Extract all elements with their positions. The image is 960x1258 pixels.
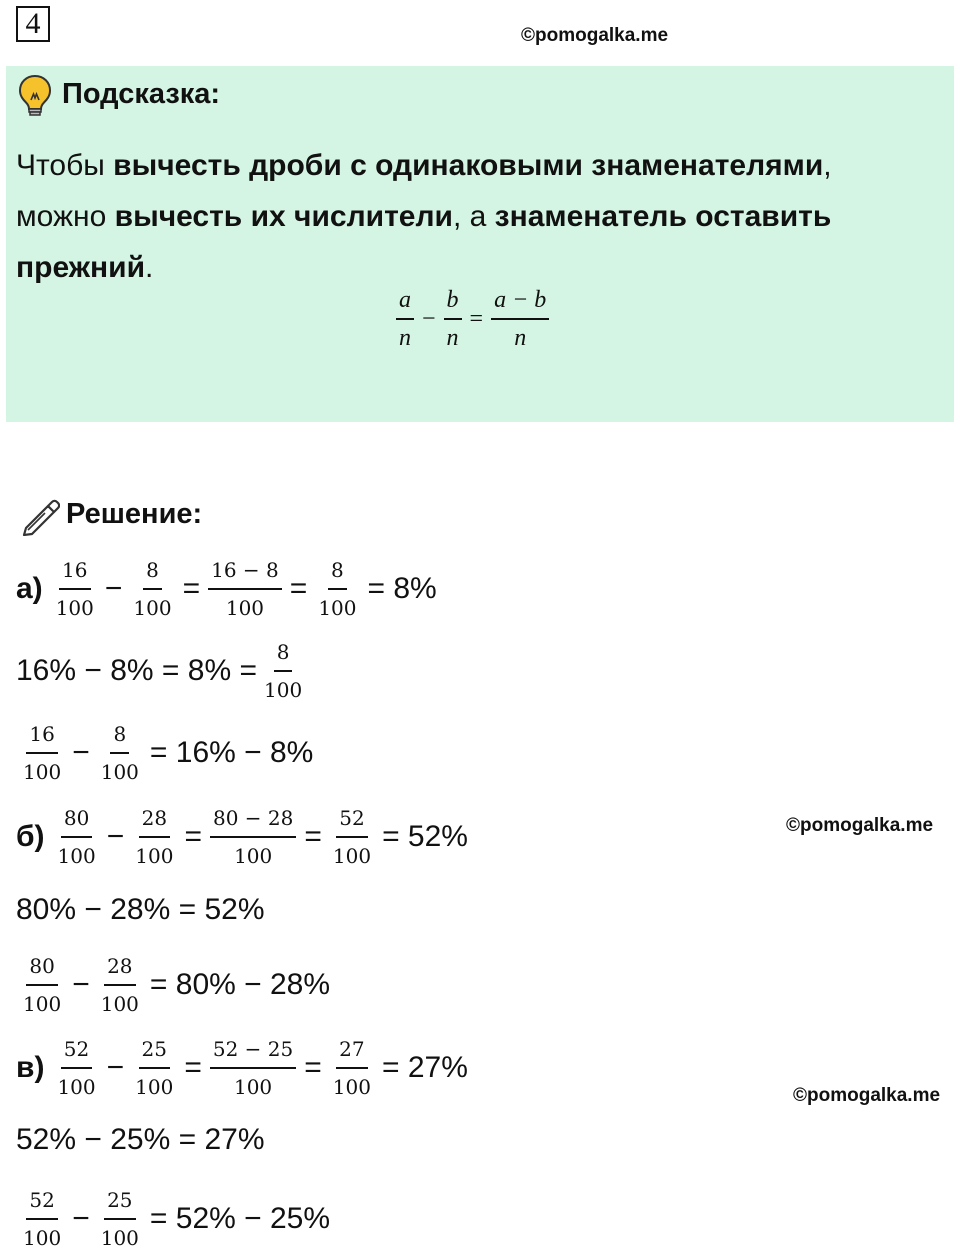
solution-c-line-1: в) $\frac{52}{100}$ − $\frac{25}{100}$ = $\frac{52 - 25}{100}$ = $\frac{27}{100}$ = 27% [16,1037,468,1099]
solution-c-line-2: 52% − 25% = 27% [16,1123,265,1156]
fraction: $\frac{52}{100}$ [57,1037,96,1099]
fraction: $\frac{52}{100}$ [23,1188,62,1250]
fraction: $\frac{16}{100}$ [23,722,62,784]
fraction: $\frac{8}{100}$ [318,558,357,620]
fraction: $\frac{28}{100}$ [100,954,139,1016]
part-c-label: в) [16,1051,45,1084]
fraction: $\frac{25}{100}$ [100,1188,139,1250]
fraction: $\frac{27}{100}$ [332,1037,371,1099]
pencil-icon [18,494,60,541]
solution-title: Решение: [66,498,203,530]
solution-a-line-2: 16% − 8% = 8% = $\frac{8}{100}$ [16,640,309,702]
fraction: $\frac{16}{100}$ [55,558,94,620]
watermark-bottom: ©pomogalka.me [793,1085,941,1106]
fraction: $\frac{8}{100}$ [264,640,303,702]
part-a-label: а) [16,572,43,605]
fraction: $\frac{52 - 25}{100}$ [210,1037,296,1099]
watermark-middle: ©pomogalka.me [786,815,934,836]
solution-b-line-3: $\frac{80}{100}$ − $\frac{28}{100}$ = 80% − 28% [16,954,334,1016]
formula-fraction-b: $\frac{b}{n}$ [444,288,462,350]
solution-a-line-3: $\frac{16}{100}$ − $\frac{8}{100}$ = 16% − 8% [16,722,317,784]
hint-formula: $\frac{a}{n}$ − $\frac{b}{n}$ = $\frac{a - b}{n}$ [392,288,553,350]
task-number: 4 [16,6,50,42]
fraction: $\frac{16 - 8}{100}$ [208,558,282,620]
fraction: $\frac{80 - 28}{100}$ [210,806,296,868]
fraction: $\frac{8}{100}$ [100,722,139,784]
fraction: $\frac{8}{100}$ [133,558,172,620]
fraction: $\frac{25}{100}$ [135,1037,174,1099]
fraction: $\frac{80}{100}$ [57,806,96,868]
solution-a-line-1: а) $\frac{16}{100}$ − $\frac{8}{100}$ = $\frac{16 - 8}{100}$ = $\frac{8}{100}$ = 8% [16,558,437,620]
part-b-label: б) [16,820,45,853]
watermark-top: ©pomogalka.me [521,25,669,46]
formula-fraction-a: $\frac{a}{n}$ [396,288,414,350]
lightbulb-icon [18,74,52,123]
solution-b-line-1: б) $\frac{80}{100}$ − $\frac{28}{100}$ = $\frac{80 - 28}{100}$ = $\frac{52}{100}$ = 52% [16,806,468,868]
fraction: $\frac{80}{100}$ [23,954,62,1016]
fraction: $\frac{28}{100}$ [135,806,174,868]
fraction: $\frac{52}{100}$ [332,806,372,868]
solution-c-line-3: $\frac{52}{100}$ − $\frac{25}{100}$ = 52% − 25% [16,1188,334,1250]
hint-text: Чтобы вычесть дроби с одинаковыми знаменателями, можно вычесть их числители, а знаменатель оставить прежний. [16,149,832,284]
hint-title: Подсказка: [62,78,221,110]
solution-b-line-2: 80% − 28% = 52% [16,893,265,926]
formula-fraction-result: $\frac{a - b}{n}$ [491,288,549,350]
